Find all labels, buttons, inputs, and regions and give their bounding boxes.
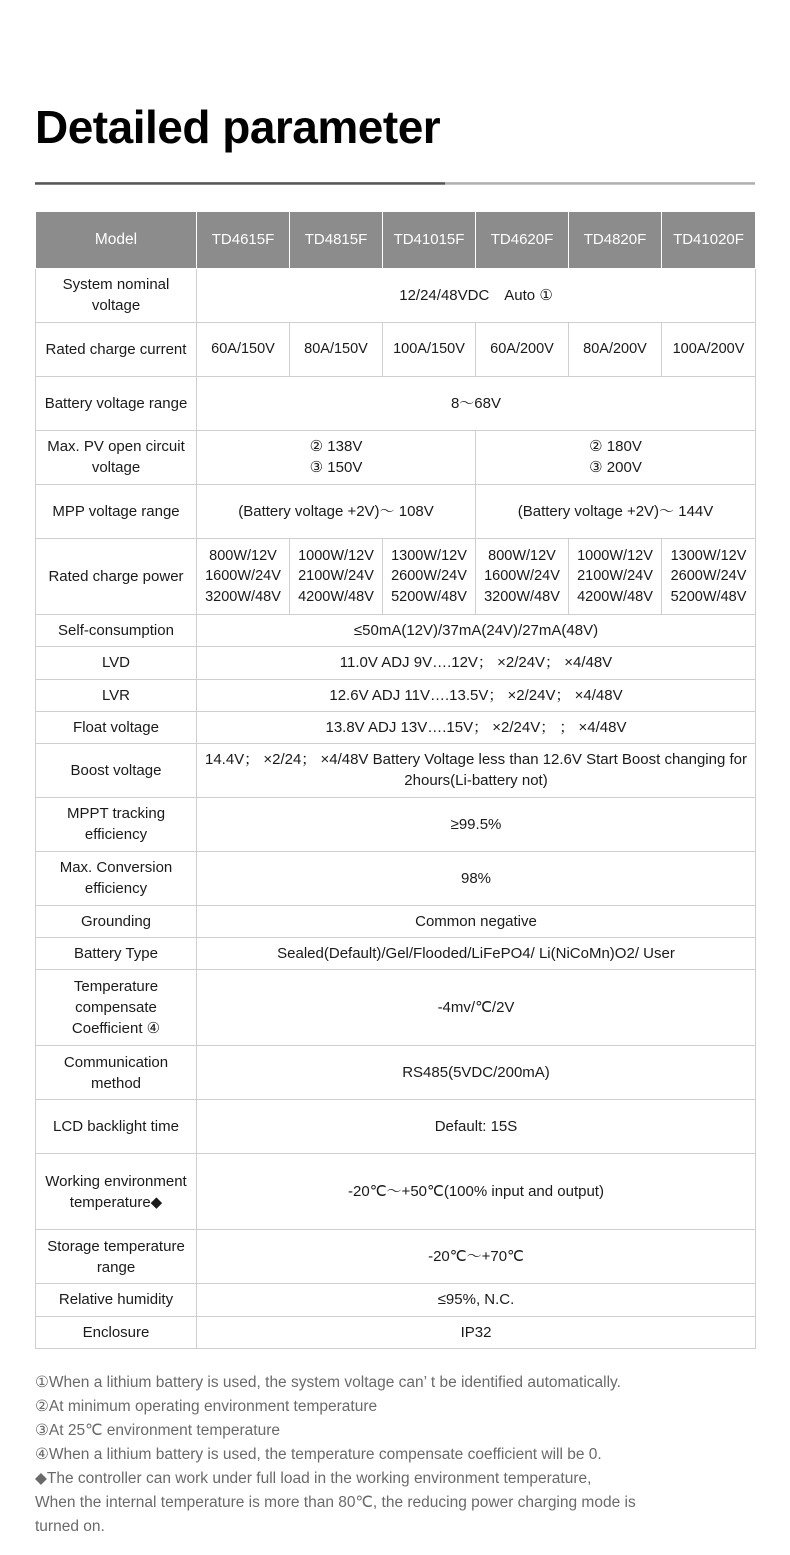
row-label: Battery voltage range xyxy=(36,376,197,430)
table-row xyxy=(36,711,756,743)
table-row xyxy=(36,1230,756,1284)
row-label: Float voltage xyxy=(36,711,197,743)
table-row xyxy=(36,679,756,711)
row-value: Sealed(Default)/Gel/Flooded/LiFePO4/ Li(NiCoMn)O2/ User xyxy=(197,938,756,970)
row-value: 12/24/48VDC Auto ① xyxy=(197,268,756,322)
row-value: -4mv/℃/2V xyxy=(197,970,756,1046)
table-row xyxy=(36,797,756,851)
row-label: Max. Conversion efficiency xyxy=(36,851,197,905)
row-value-left: ② 138V ③ 150V xyxy=(197,430,476,484)
row-value: -20℃～+50℃(100% input and output) xyxy=(197,1154,756,1230)
table-row xyxy=(36,905,756,937)
row-value-cell: 80A/200V xyxy=(569,322,662,376)
detailed-parameter-table xyxy=(35,211,756,1349)
row-label: System nominal voltage xyxy=(36,268,197,322)
footnote-4: ④When a lithium battery is used, the temperature compensate coefficient will be 0. xyxy=(35,1445,602,1463)
row-value: -20℃～+70℃ xyxy=(197,1230,756,1284)
row-value: RS485(5VDC/200mA) xyxy=(197,1046,756,1100)
row-value: 12.6V ADJ 11V….13.5V； ×2/24V； ×4/48V xyxy=(197,679,756,711)
row-value-cell: 1000W/12V 2100W/24V 4200W/48V xyxy=(569,538,662,614)
row-label: Max. PV open circuit voltage xyxy=(36,430,197,484)
row-label: Boost voltage xyxy=(36,744,197,798)
row-label: Rated charge current xyxy=(36,322,197,376)
footnotes-block xyxy=(35,1371,765,1539)
row-label: Relative humidity xyxy=(36,1284,197,1316)
row-value-cell: 80A/150V xyxy=(290,322,383,376)
row-value-cell: 100A/150V xyxy=(383,322,476,376)
table-row xyxy=(36,1154,756,1230)
footnote-diamond-line-2: When the internal temperature is more than 80℃, the reducing power charging mode is xyxy=(35,1493,636,1511)
title-underline-rule xyxy=(35,182,755,185)
table-row xyxy=(36,1284,756,1316)
row-label: Rated charge power xyxy=(36,538,197,614)
rule-right-segment xyxy=(445,182,755,185)
footnote-diamond-line-1: ◆The controller can work under full load in the working environment temperature, xyxy=(35,1469,592,1487)
row-value-cell: 800W/12V 1600W/24V 3200W/48V xyxy=(197,538,290,614)
row-value-cell: 800W/12V 1600W/24V 3200W/48V xyxy=(476,538,569,614)
row-label: MPPT tracking efficiency xyxy=(36,797,197,851)
row-label: MPP voltage range xyxy=(36,484,197,538)
column-header-td41020f: TD41020F xyxy=(662,211,756,268)
table-body xyxy=(36,268,756,1348)
table-row xyxy=(36,1316,756,1348)
footnote-2: ②At minimum operating environment temperature xyxy=(35,1397,378,1415)
column-header-model: Model xyxy=(36,211,197,268)
spec-sheet-page xyxy=(0,31,790,1555)
row-value-cell: 60A/200V xyxy=(476,322,569,376)
table-row xyxy=(36,647,756,679)
row-value-cell: 1300W/12V 2600W/24V 5200W/48V xyxy=(383,538,476,614)
row-label: Grounding xyxy=(36,905,197,937)
row-value-cell: 100A/200V xyxy=(662,322,756,376)
column-header-td4620f: TD4620F xyxy=(476,211,569,268)
row-value-cell: 1300W/12V 2600W/24V 5200W/48V xyxy=(662,538,756,614)
table-row xyxy=(36,851,756,905)
table-row xyxy=(36,970,756,1046)
row-value: Default: 15S xyxy=(197,1100,756,1154)
row-value-left: (Battery voltage +2V)～ 108V xyxy=(197,484,476,538)
row-label: Storage temperature range xyxy=(36,1230,197,1284)
row-value-cell: 60A/150V xyxy=(197,322,290,376)
row-label: Enclosure xyxy=(36,1316,197,1348)
table-row xyxy=(36,430,756,484)
footnote-3: ③At 25℃ environment temperature xyxy=(35,1421,280,1439)
row-value: IP32 xyxy=(197,1316,756,1348)
table-row xyxy=(36,938,756,970)
row-value-cell: 1000W/12V 2100W/24V 4200W/48V xyxy=(290,538,383,614)
column-header-td4815f: TD4815F xyxy=(290,211,383,268)
row-label: LVR xyxy=(36,679,197,711)
row-value: 11.0V ADJ 9V….12V； ×2/24V； ×4/48V xyxy=(197,647,756,679)
row-label: LCD backlight time xyxy=(36,1100,197,1154)
table-row xyxy=(36,376,756,430)
table-row xyxy=(36,322,756,376)
table-row xyxy=(36,1100,756,1154)
row-label: Communication method xyxy=(36,1046,197,1100)
table-row xyxy=(36,538,756,614)
table-row xyxy=(36,744,756,798)
row-value: Common negative xyxy=(197,905,756,937)
row-value: 14.4V； ×2/24； ×4/48V Battery Voltage less than 12.6V Start Boost changing for 2hours(Li-battery not) xyxy=(197,744,756,798)
row-value-right: ② 180V ③ 200V xyxy=(476,430,756,484)
table-row xyxy=(36,1046,756,1100)
row-label: Self-consumption xyxy=(36,614,197,646)
column-header-td4820f: TD4820F xyxy=(569,211,662,268)
row-value: 98% xyxy=(197,851,756,905)
footnote-diamond-line-3: turned on. xyxy=(35,1517,105,1535)
page-title: Detailed parameter xyxy=(35,100,441,153)
row-label: LVD xyxy=(36,647,197,679)
column-header-td4615f: TD4615F xyxy=(197,211,290,268)
table-row xyxy=(36,268,756,322)
row-value: 13.8V ADJ 13V….15V； ×2/24V； ； ×4/48V xyxy=(197,711,756,743)
table-row xyxy=(36,614,756,646)
row-value-right: (Battery voltage +2V)～ 144V xyxy=(476,484,756,538)
row-label: Battery Type xyxy=(36,938,197,970)
footnote-1: ①When a lithium battery is used, the system voltage can’ t be identified automatically. xyxy=(35,1373,621,1391)
row-value: ≥99.5% xyxy=(197,797,756,851)
row-label: Temperature compensate Coefficient ④ xyxy=(36,970,197,1046)
row-value: 8～68V xyxy=(197,376,756,430)
table-header-row xyxy=(36,211,756,268)
row-value: ≤50mA(12V)/37mA(24V)/27mA(48V) xyxy=(197,614,756,646)
row-value: ≤95%, N.C. xyxy=(197,1284,756,1316)
row-label: Working environment temperature◆ xyxy=(36,1154,197,1230)
column-header-td41015f: TD41015F xyxy=(383,211,476,268)
rule-left-segment xyxy=(35,182,445,185)
table-row xyxy=(36,484,756,538)
